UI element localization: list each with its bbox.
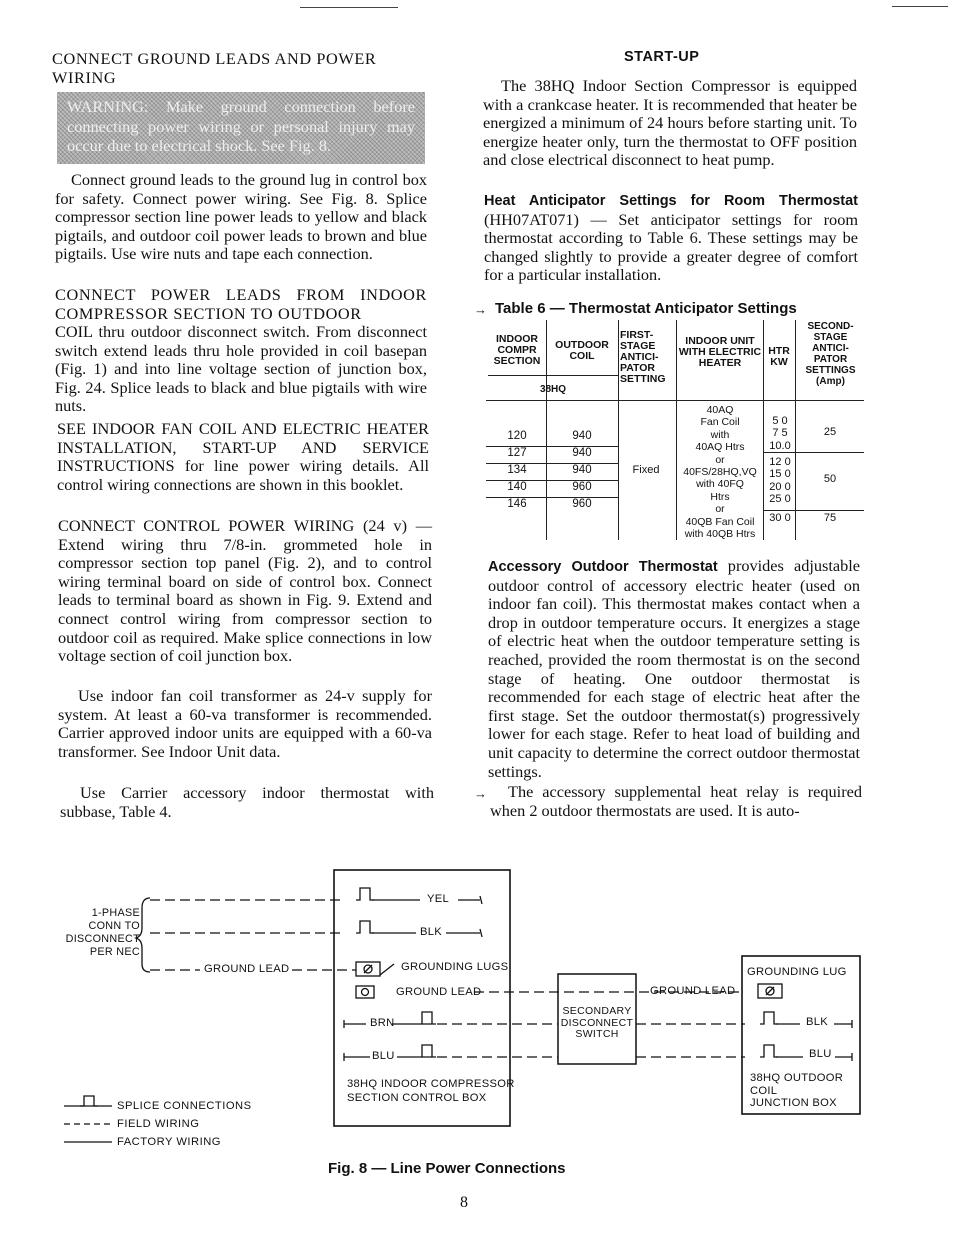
accessory-title: Accessory Outdoor Thermostat [488,559,718,575]
ground-lead-label: GROUND LEAD [650,985,736,997]
compr-cell: 127 [507,447,527,459]
yel-label: YEL [427,893,450,905]
heat-anticipator-body: (HH07AT071) — Set anticipator settings for room thermostat according to Table 6. These settings may be changed slightly to provide a greater degree of comfort for a particular installation. [484,209,858,285]
ground-lead-label: GROUND LEAD [396,986,482,998]
para-supplemental-relay: The accessory supplemental heat relay is required when 2 outdoor thermostats are used. It is auto- [490,782,862,820]
para-heat-anticipator [484,191,858,285]
second-stage-cell: 75 [823,512,837,524]
heading-power-leads: CONNECT POWER LEADS FROM INDOOR COMPRESSOR SECTION TO OUTDOOR [55,285,427,323]
outdoor-blk-label: BLK [806,1016,829,1028]
para-power-leads: COIL thru outdoor disconnect switch. From disconnect switch extend leads thru hole provided in coil basepan (Fig. 1) and into line voltage section of junction box, Fig. 24. Splice leads to black and blue pigtails with wire nuts. [55,322,427,416]
control-box-label: 38HQ INDOOR COMPRESSOR SECTION CONTROL BOX [347,1078,515,1104]
para-accessory-thermostat [488,557,860,781]
coil-cell: 940 [572,447,592,459]
blk-label: BLK [420,926,443,938]
supplemental-arrow: → [474,786,487,801]
htr-kw-cell: 12 0 15 0 20 0 25 0 [769,456,791,506]
table-title: Table 6 — Thermostat Anticipator Settings [495,300,797,317]
compr-cell: 120 [507,430,527,442]
second-stage-cell: 50 [823,473,837,485]
compr-cell: 140 [507,481,527,493]
heat-anticipator-title: Heat Anticipator Settings for Room Thermostat [484,193,858,209]
legend-splice: SPLICE CONNECTIONS [117,1100,252,1112]
table-arrow: → [474,302,487,317]
legend-factory: FACTORY WIRING [117,1136,221,1148]
grounding-lug-label: GROUNDING LUG [747,966,847,978]
first-stage-cell: Fixed [632,464,660,476]
accessory-body: provides adjustable outdoor control of accessory electric heater (used on indoor fan coil). This thermostat makes contact when a drop in outdoor temperature occurs. It energizes a stage of electric heat when the outdoor temperature setting is reached, provided the room thermostat is on the second stage of heating. One outdoor thermostat is recommended for each stage of electric heat after the first stage. Set the outdoor thermostat(s) progressively lower for each stage. Refer to heat load of building and unit capacity to determine the correct outdoor thermostat settings. [488,556,860,781]
heading-startup: START-UP [624,49,700,65]
coil-cell: 960 [572,481,592,493]
header-second-stage: SECOND-STAGE ANTICI-PATOR SETTINGS (Amp) [805,321,856,387]
para-thermostat: Use Carrier accessory indoor thermostat with subbase, Table 4. [60,783,434,821]
header-htr-kw: HTR KW [768,345,790,368]
header-38hq: 38HQ [539,384,567,395]
ground-lead-label: GROUND LEAD [204,963,290,975]
coil-cell: 940 [572,464,592,476]
coil-cell: 960 [572,498,592,510]
para-connect-ground: Connect ground leads to the ground lug in control box for safety. Connect power wiring. See Fig. 8. Splice compressor section line power leads to yellow and black pigtails, and outdoor coil power leads to brown and blue pigtails. Use wire nuts and tape each connection. [55,170,427,264]
outdoor-blu-label: BLU [809,1048,832,1060]
para-transformer: Use indoor fan coil transformer as 24-v supply for system. At least a 60-va transformer is recommended. Carrier approved indoor units are equipped with a 60-va transformer. See Indoor Unit data. [58,686,432,761]
brn-label: BRN [370,1017,395,1029]
junction-label: 38HQ OUTDOOR COIL JUNCTION BOX [750,1072,844,1109]
blu-label: BLU [372,1050,395,1062]
wiring-diagram [0,860,954,1160]
para-see-indoor: SEE INDOOR FAN COIL AND ELECTRIC HEATER INSTALLATION, START-UP AND SERVICE INSTRUCTIONS for line power wiring details. All control wiring connections are shown in this booklet. [57,419,429,494]
phase-label: 1-PHASE CONN TO DISCONNECT PER NEC [65,907,140,958]
legend-field: FIELD WIRING [117,1118,200,1130]
warning-box [57,92,425,164]
htr-kw-cell: 30 0 [769,512,791,524]
ground-lug-icon [356,986,374,998]
compr-cell: 146 [507,498,527,510]
page-number: 8 [460,1194,468,1211]
table-6 [486,318,864,542]
heading-ground-leads: CONNECT GROUND LEADS AND POWER WIRING [52,49,377,87]
figure-caption: Fig. 8 — Line Power Connections [328,1160,566,1177]
top-rule-right [892,6,948,7]
htr-kw-cell: 5 0 7 5 10.0 [769,415,791,452]
para-startup: The 38HQ Indoor Section Compressor is equipped with a crankcase heater. It is recommended that heater be energized a minimum of 24 hours before starting unit. To energize heater only, turn the thermostat to OFF position and close electrical disconnect to heat pump. [483,76,857,170]
switch-label: SECONDARY DISCONNECT SWITCH [560,1005,634,1040]
header-outdoor-coil: OUTDOOR COIL [555,339,609,362]
coil-cell: 940 [572,430,592,442]
grounding-lugs-label: GROUNDING LUGS [401,961,509,973]
header-first-stage: FIRST-STAGE ANTICI-PATOR SETTING [620,329,666,385]
second-stage-cell: 25 [823,426,837,438]
para-control-power: CONNECT CONTROL POWER WIRING (24 v) — Extend wiring thru 7/8-in. grommeted hole in compressor section top panel (Fig. 2), and to control wiring terminal board on side of control box. Connect leads to terminal board as shown in Fig. 9. Extend and connect control wiring from compressor section to outdoor coil as required. Make splice connections in low voltage section of coil junction box. [58,516,432,666]
warning-text: WARNING: Make ground connection before connecting power wiring or personal injury may occur due to electrical shock. See Fig. 8. [67,97,415,155]
header-indoor-unit: INDOOR UNIT WITH ELECTRIC HEATER [678,335,762,369]
top-rule [300,7,398,8]
indoor-unit-cell: 40AQ Fan Coil with 40AQ Htrs or 40FS/28HQ,VQ with 40FQ Htrs or 40QB Fan Coil with 40QB Htrs [683,404,757,541]
compr-cell: 134 [507,464,527,476]
header-indoor-compr: INDOOR COMPR SECTION [493,333,541,367]
